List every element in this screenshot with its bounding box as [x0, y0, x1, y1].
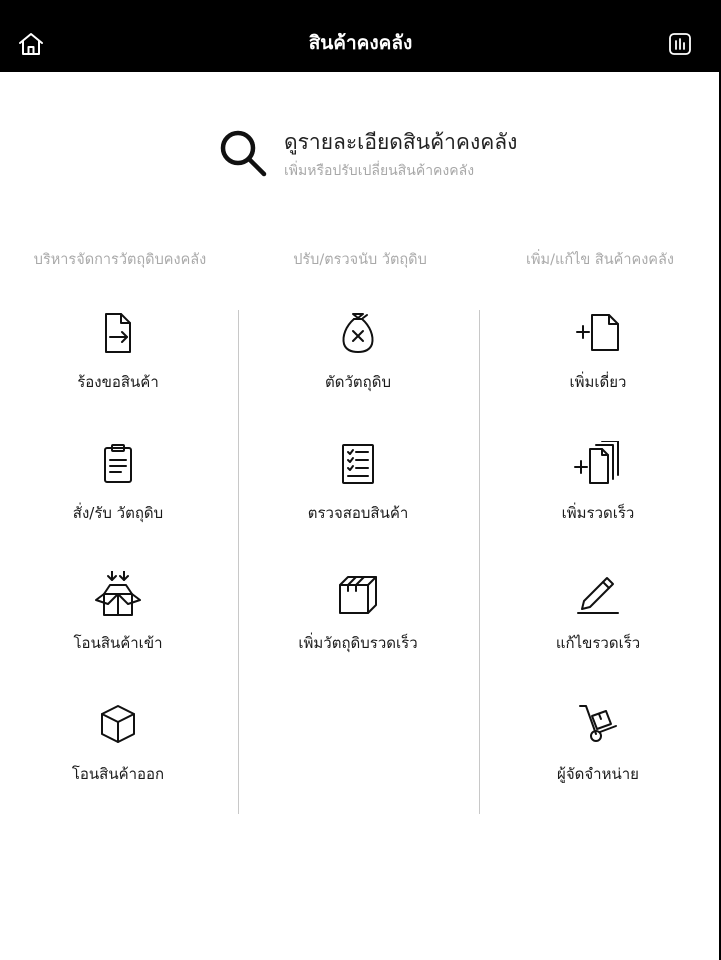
- tile-label: ตรวจสอบสินค้า: [307, 504, 409, 522]
- column-header-raw-material-management: บริหารจัดการวัตถุดิบคงคลัง: [33, 252, 207, 268]
- add-single-button[interactable]: [498, 310, 698, 410]
- quick-add-button[interactable]: [498, 441, 698, 541]
- tile-label: สั่ง/รับ วัตถุดิบ: [72, 504, 164, 522]
- inspect-goods-button[interactable]: [258, 441, 458, 541]
- column-header-adjust-count: ปรับ/ตรวจนับ วัตถุดิบ: [293, 252, 427, 268]
- top-bar: [0, 0, 721, 72]
- hand-truck-icon: [574, 702, 622, 750]
- checklist-icon: [334, 441, 382, 489]
- search-icon: [218, 128, 270, 180]
- tile-label: ตัดวัตถุดิบ: [325, 373, 391, 391]
- tile-label: ร้องขอสินค้า: [77, 373, 159, 391]
- box-icon: [334, 571, 382, 619]
- tile-label: เพิ่มรวดเร็ว: [561, 504, 635, 522]
- inventory-detail-link[interactable]: [218, 126, 558, 186]
- bar-chart-icon[interactable]: [667, 31, 693, 57]
- transfer-in-button[interactable]: [18, 571, 218, 671]
- tile-label: ผู้จัดจำหน่าย: [557, 765, 639, 783]
- tile-label: เพิ่มเดี่ยว: [569, 373, 627, 391]
- add-documents-icon: [574, 441, 622, 489]
- box-inbound-icon: [94, 571, 142, 619]
- box-outbound-icon: [94, 702, 142, 750]
- request-goods-button[interactable]: [18, 310, 218, 410]
- sack-cross-icon: [334, 310, 382, 358]
- order-receive-material-button[interactable]: [18, 441, 218, 541]
- clipboard-icon: [94, 441, 142, 489]
- tile-label: โอนสินค้าเข้า: [73, 634, 163, 652]
- deduct-material-button[interactable]: [258, 310, 458, 410]
- quick-add-material-button[interactable]: [258, 571, 458, 671]
- page-title: สินค้าคงคลัง: [308, 32, 413, 54]
- tile-label: แก้ไขรวดเร็ว: [555, 634, 641, 652]
- transfer-out-button[interactable]: [18, 702, 218, 802]
- add-document-icon: [574, 310, 622, 358]
- pencil-icon: [574, 571, 622, 619]
- suppliers-button[interactable]: [498, 702, 698, 802]
- column-header-add-edit-inventory: เพิ่ม/แก้ไข สินค้าคงคลัง: [526, 252, 674, 268]
- document-export-icon: [94, 310, 142, 358]
- column-divider: [238, 310, 239, 814]
- quick-edit-button[interactable]: [498, 571, 698, 671]
- search-subtitle: เพิ่มหรือปรับเปลี่ยนสินค้าคงคลัง: [284, 163, 475, 179]
- search-title: ดูรายละเอียดสินค้าคงคลัง: [284, 130, 518, 154]
- tile-label: โอนสินค้าออก: [71, 765, 165, 783]
- tile-label: เพิ่มวัตถุดิบรวดเร็ว: [298, 634, 418, 652]
- column-divider: [479, 310, 480, 814]
